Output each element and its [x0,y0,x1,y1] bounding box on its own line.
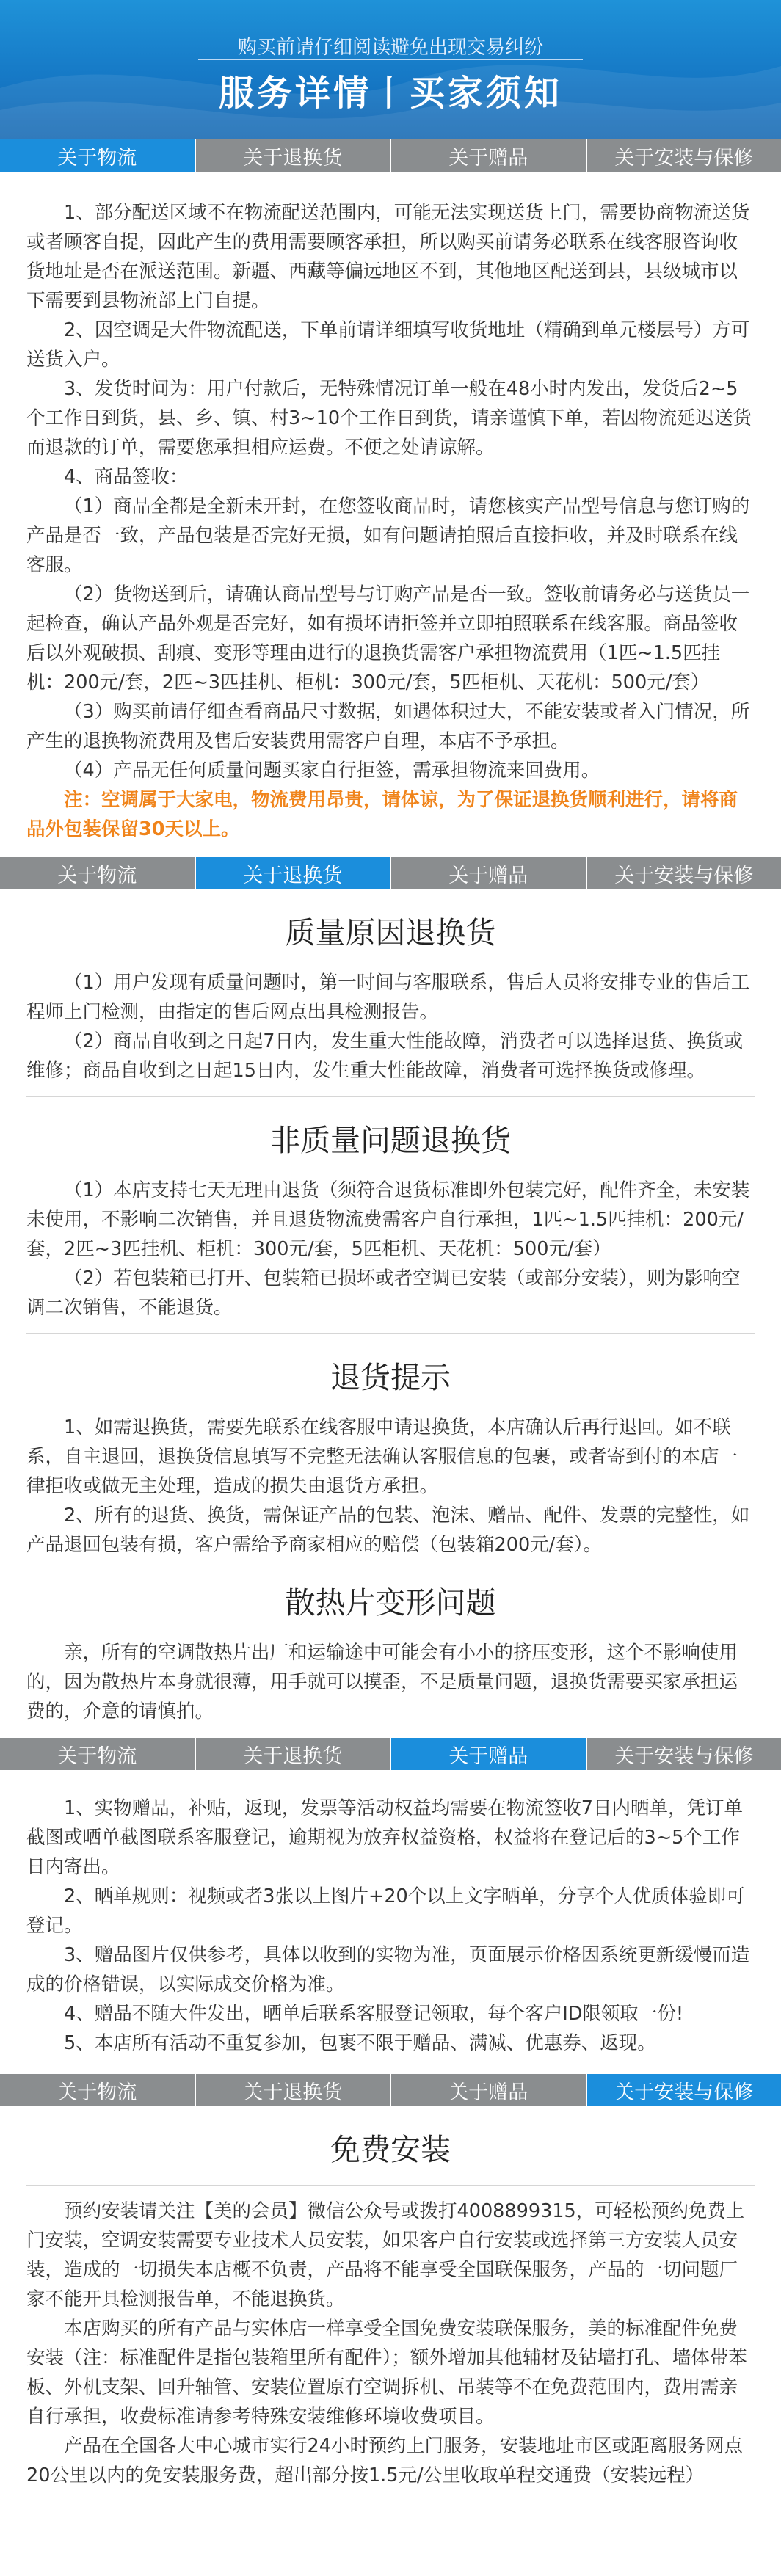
tab-bar-gifts [0,1738,781,1770]
tab-install[interactable]: 关于安装与保修 [587,2074,781,2106]
gift-paragraph: 1、实物赠品，补贴，返现，发票等活动权益均需要在物流签收7日内晒单，凭订单截图或晒单截图联系客服登记，逾期视为放弃权益资格，权益将在登记后的3~5个工作日内寄出。 [26,1797,743,1878]
returns-section [0,889,781,1738]
logistics-section [0,172,781,857]
quality-paragraph: （1）用户发现有质量问题时，第一时间与客服联系，售后人员将安排专业的售后工程师上门检测，由指定的售后网点出具检测报告。 [26,972,750,1023]
tab-bar-returns [0,857,781,889]
logistics-paragraph: （4）产品无任何质量问题买家自行拒签，需承担物流来回费用。 [64,760,600,782]
tab-install[interactable]: 关于安装与保修 [587,857,781,889]
gift-paragraph: 5、本店所有活动不重复参加，包裹不限于赠品、满减、优惠券、返现。 [64,2032,656,2054]
header-line [198,59,583,60]
logistics-paragraph: （3）购买前请仔细查看商品尺寸数据，如遇体积过大，不能安装或者入门情况，所产生的退换物流费用及售后安装费用需客户自理，本店不予承担。 [26,701,750,752]
quality-returns-heading: 质量原因退换货 [285,915,496,950]
tab-returns[interactable]: 关于退换货 [196,1738,392,1770]
nonquality-returns-heading: 非质量问题退换货 [270,1123,511,1158]
nonquality-paragraph: （2）若包装箱已打开、包装箱已损坏或者空调已安装（或部分安装），则为影响空调二次销售，不能退货。 [26,1267,741,1319]
tab-gifts[interactable]: 关于赠品 [391,1738,587,1770]
page-title: 服务详情丨买家须知 [218,73,562,114]
gifts-section [0,1770,781,2074]
install-section [0,2106,781,2490]
tab-logistics[interactable]: 关于物流 [0,2074,196,2106]
tab-returns[interactable]: 关于退换货 [196,857,392,889]
logistics-paragraph: （2）货物送到后，请确认商品型号与订购产品是否一致。签收前请务必与送货员一起检查，确认产品外观是否完好，如有损坏请拒签并立即拍照联系在线客服。商品签收后以外观破损、刮痕、变形等理由进行的退换货需客户承担物流费用（1匹~1.5匹挂机：200元/套，2匹~3匹挂机、柜机：300元/套，5匹柜机、天花机：500元/套） [26,583,750,694]
quality-paragraph: （2）商品自收到之日起7日内，发生重大性能故障，消费者可以选择退货、换货或维修；商品自收到之日起15日内，发生重大性能故障，消费者可选择换货或修理。 [26,1030,743,1082]
tab-bar-logistics [0,139,781,172]
tab-logistics[interactable]: 关于物流 [0,139,196,172]
radiator-heading: 散热片变形问题 [285,1585,496,1620]
radiator-paragraph: 亲，所有的空调散热片出厂和运输途中可能会有小小的挤压变形，这个不影响使用的，因为散热片本身就很薄，用手就可以摸歪，不是质量问题，退换货需要买家承担运费的，介意的请慎拍。 [26,1642,738,1722]
page-header [0,0,781,139]
header-subtitle: 购买前请仔细阅读避免出现交易纠纷 [237,37,543,59]
logistics-paragraph: 3、发货时间为：用户付款后，无特殊情况订单一般在48小时内发出，发货后2~5个工作日到货，县、乡、镇、村3~10个工作日到货，请亲谨慎下单，若因物流延迟送货而退款的订单，需要您承担相应运费。不便之处请谅解。 [26,378,752,459]
tab-gifts[interactable]: 关于赠品 [391,2074,587,2106]
tab-gifts[interactable]: 关于赠品 [391,857,587,889]
return-tips-paragraph: 1、如需退换货，需要先联系在线客服申请退换货，本店确认后再行退回。如不联系，自主退回，退换货信息填写不完整无法确认客服信息的包裹，或者寄到付的本店一律拒收或做无主处理，造成的损失由退货方承担。 [26,1416,738,1497]
tab-logistics[interactable]: 关于物流 [0,857,196,889]
tab-bar-install [0,2074,781,2106]
logistics-paragraph: 1、部分配送区域不在物流配送范围内，可能无法实现送货上门，需要协商物流送货或者顾客自提，因此产生的费用需要顾客承担，所以购买前请务必联系在线客服咨询收货地址是否在派送范围。新疆、西藏等偏远地区不到，其他地区配送到县，县级城市以下需要到县物流部上门自提。 [26,202,750,312]
install-paragraph: 本店购买的所有产品与实体店一样享受全国免费安装联保服务，美的标准配件免费安装（注：标准配件是指包装箱里所有配件）；额外增加其他辅材及钻墙打孔、墙体带苯板、外机支架、回升轴管、安装位置原有空调拆机、吊装等不在免费范围内，费用需亲自行承担，收费标准请参考特殊安装维修环境收费项目。 [26,2318,747,2428]
logistics-paragraph: （1）商品全都是全新未开封，在您签收商品时，请您核实产品型号信息与您订购的产品是否一致，产品包装是否完好无损，如有问题请拍照后直接拒收，并及时联系在线客服。 [26,495,750,576]
logistics-paragraph: 2、因空调是大件物流配送，下单前请详细填写收货地址（精确到单元楼层号）方可送货入户。 [26,319,750,371]
install-paragraph: 产品在全国各大中心城市实行24小时预约上门服务，安装地址市区或距离服务网点20公里以内的免安装服务费，超出部分按1.5元/公里收取单程交通费（安装远程） [26,2435,743,2486]
logistics-note: 注：空调属于大家电，物流费用昂贵，请体谅，为了保证退换货顺利进行，请将商品外包装保留30天以上。 [26,789,738,840]
return-tips-heading: 退货提示 [330,1360,451,1395]
section-divider [26,2185,755,2186]
logistics-paragraph: 4、商品签收： [64,466,189,488]
tab-gifts[interactable]: 关于赠品 [391,139,587,172]
tab-install[interactable]: 关于安装与保修 [587,1738,781,1770]
tab-returns[interactable]: 关于退换货 [196,2074,392,2106]
install-paragraph: 预约安装请关注【美的会员】微信公众号或拨打4008899315，可轻松预约免费上门安装，空调安装需要专业技术人员安装，如果客户自行安装或选择第三方安装人员安装，造成的一切损失本店概不负责，产品将不能享受全国联保服务，产品的一切问题厂家不能开具检测报告单，不能退换货。 [26,2200,745,2310]
gift-paragraph: 2、晒单规则：视频或者3张以上图片+20个以上文字晒单，分享个人优质体验即可登记。 [26,1885,745,1937]
nonquality-paragraph: （1）本店支持七天无理由退货（须符合退货标准即外包装完好，配件齐全，未安装未使用，不影响二次销售，并且退货物流费需客户自行承担，1匹~1.5匹挂机：200元/套，2匹~3匹挂机、柜机：300元/套，5匹柜机、天花机：500元/套） [26,1179,750,1260]
gift-paragraph: 4、赠品不随大件发出，晒单后联系客服登记领取，每个客户ID限领取一份! [64,2003,684,2025]
return-tips-paragraph: 2、所有的退货、换货，需保证产品的包装、泡沫、赠品、配件、发票的完整性，如产品退回包装有损，客户需给予商家相应的赔偿（包装箱200元/套）。 [26,1505,750,1556]
tab-logistics[interactable]: 关于物流 [0,1738,196,1770]
tab-install[interactable]: 关于安装与保修 [587,139,781,172]
gift-paragraph: 3、赠品图片仅供参考，具体以收到的实物为准，页面展示价格因系统更新缓慢而造成的价格错误，以实际成交价格为准。 [26,1944,750,1995]
tab-returns[interactable]: 关于退换货 [196,139,392,172]
free-install-heading: 免费安装 [330,2132,451,2167]
